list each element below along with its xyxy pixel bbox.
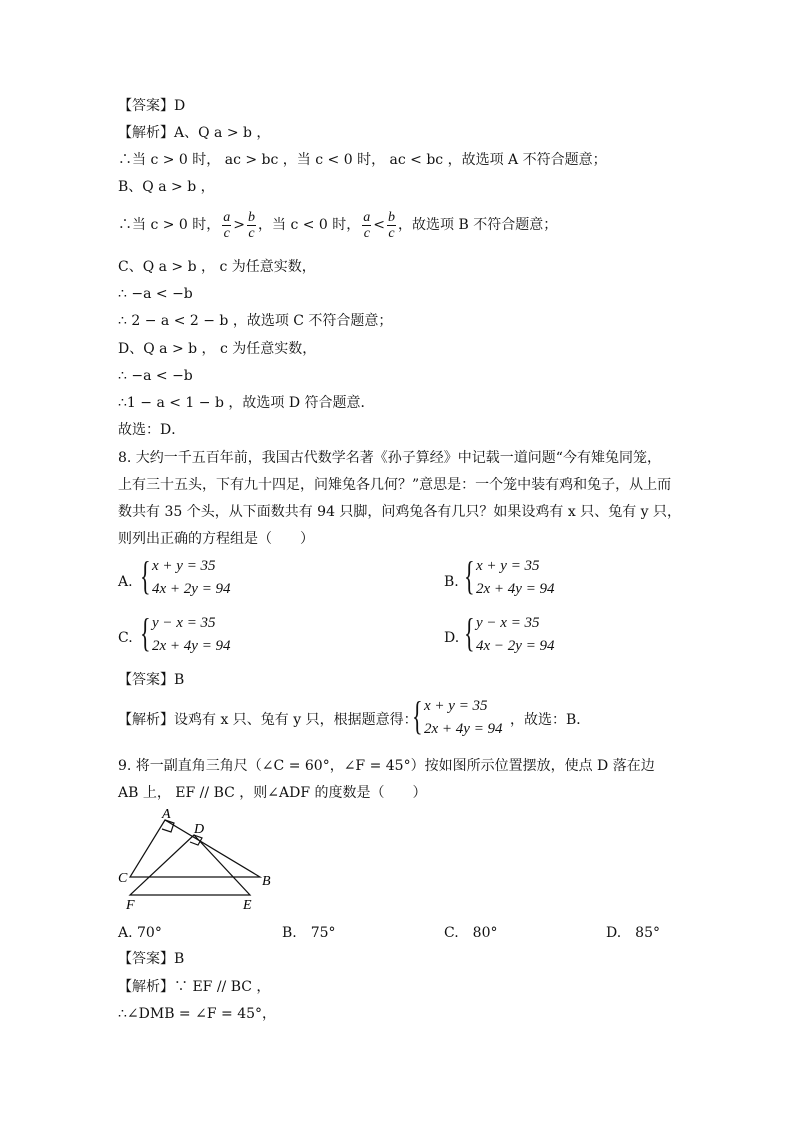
explanation-9-line-2: ∴∠DMB = ∠F = 45°，: [118, 1006, 277, 1022]
numerator: a: [363, 209, 371, 225]
label-c: C: [118, 871, 128, 886]
triangle-def: [130, 835, 250, 895]
explanation-8-system: [412, 693, 522, 742]
label-e: E: [243, 898, 252, 913]
denominator: c: [223, 225, 230, 241]
text-segment: ∴当 c > 0 时，: [118, 217, 221, 233]
option-a-label: A.: [118, 574, 133, 590]
question-8-line-1: 8. 大约一千五百年前，我国古代数学名著《孙子算经》中记载一道问题“今有雉兔同笼，: [118, 450, 661, 466]
numerator: a: [223, 209, 231, 225]
numerator: b: [388, 209, 396, 225]
option-b-system: [464, 553, 594, 602]
equation-row-1: y − x = 35: [152, 615, 216, 631]
option-a-system: [140, 553, 270, 602]
question-8-line-2: 上有三十五头，下有九十四足，问雉兔各几何？”意思是：一个笼中装有鸡和兔子，从上而: [118, 477, 672, 493]
fraction-a-over-c: [222, 210, 231, 241]
triangle-figure: [110, 805, 280, 915]
explanation-7-line-4: [118, 208, 557, 242]
explanation-7-line-2: ∴当 c > 0 时， ac > bc ，当 c < 0 时， ac < bc ，故选项 A 不符合题意；: [118, 152, 607, 168]
equation-row-2: 2x + 4y = 94: [476, 581, 555, 597]
explanation-7-line-3: B、Q a > b ，: [118, 179, 215, 195]
denominator: c: [248, 225, 255, 241]
equation-row-1: x + y = 35: [476, 558, 540, 574]
explanation-9-line-1: 【解析】∵ EF // BC ，: [118, 979, 271, 995]
explanation-7-line-6: ∴ −a < −b: [118, 286, 193, 302]
label-d: D: [194, 822, 205, 837]
explanation-7-line-8: D、Q a > b ， c 为任意实数，: [118, 341, 317, 357]
option-c-system: [140, 610, 270, 659]
equation-row-2: 4x − 2y = 94: [476, 638, 555, 654]
question-9-line-1: 9. 将一副直角三角尺（∠C = 60°，∠F = 45°）按如图所示位置摆放，使点 D 落在边: [118, 758, 655, 774]
question-9-line-2: AB 上， EF // BC ，则∠ADF 的度数是（ ）: [118, 785, 427, 801]
option-9-c: C. 80°: [444, 925, 498, 941]
left-brace: {: [464, 553, 475, 598]
explanation-7-line-1: 【解析】A、Q a > b ，: [118, 125, 271, 141]
denominator: c: [388, 225, 395, 241]
question-8-line-3: 数共有 35 个头，从下面数共有 94 只脚，问鸡兔各有几只？如果设鸡有 x 只、兔有 y 只，: [118, 504, 682, 520]
option-b-label: B.: [444, 574, 459, 590]
fraction-b-over-c: [247, 210, 256, 241]
label-a: A: [162, 807, 171, 822]
fraction-a-over-c-2: [362, 210, 371, 241]
answer-8: 【答案】B: [118, 672, 185, 688]
equation-row-1: x + y = 35: [424, 698, 488, 714]
left-brace: {: [464, 610, 475, 655]
text-segment: ，故选项 B 不符合题意；: [398, 217, 558, 233]
option-9-a: A. 70°: [118, 925, 162, 941]
answer-9: 【答案】B: [118, 951, 185, 967]
lt-sign: <: [373, 217, 386, 233]
explanation-7-line-5: C、Q a > b ， c 为任意实数，: [118, 259, 316, 275]
option-d-system: [464, 610, 594, 659]
explanation-7-line-7: ∴ 2 − a < 2 − b ，故选项 C 不符合题意；: [118, 313, 393, 329]
equation-row-2: 2x + 4y = 94: [424, 721, 503, 737]
explanation-8-text: 【解析】设鸡有 x 只、兔有 y 只，根据题意得：: [118, 712, 418, 728]
option-d-label: D.: [444, 630, 460, 646]
question-8-line-4: 则列出正确的方程组是（ ）: [118, 531, 314, 547]
numerator: b: [248, 209, 256, 225]
option-c-label: C.: [118, 630, 133, 646]
option-9-b: B. 75°: [282, 925, 336, 941]
equation-row-1: x + y = 35: [152, 558, 216, 574]
label-f: F: [126, 898, 135, 913]
answer-7: 【答案】D: [118, 98, 186, 114]
left-brace: {: [140, 553, 151, 598]
explanation-7-line-9: ∴ −a < −b: [118, 368, 193, 384]
text-segment: ，当 c < 0 时，: [258, 217, 361, 233]
explanation-8-conclusion: ，故选：B．: [510, 712, 591, 728]
denominator: c: [363, 225, 370, 241]
option-9-d: D. 85°: [606, 925, 660, 941]
gt-sign: >: [233, 217, 246, 233]
equation-row-1: y − x = 35: [476, 615, 540, 631]
left-brace: {: [140, 610, 151, 655]
explanation-7-line-11: 故选：D．: [118, 422, 186, 438]
equation-row-2: 2x + 4y = 94: [152, 638, 231, 654]
label-b: B: [262, 874, 271, 889]
explanation-7-line-10: ∴1 − a < 1 − b ，故选项 D 符合题意．: [118, 395, 375, 411]
equation-row-2: 4x + 2y = 94: [152, 581, 231, 597]
left-brace: {: [412, 693, 423, 738]
fraction-b-over-c-2: [387, 210, 396, 241]
